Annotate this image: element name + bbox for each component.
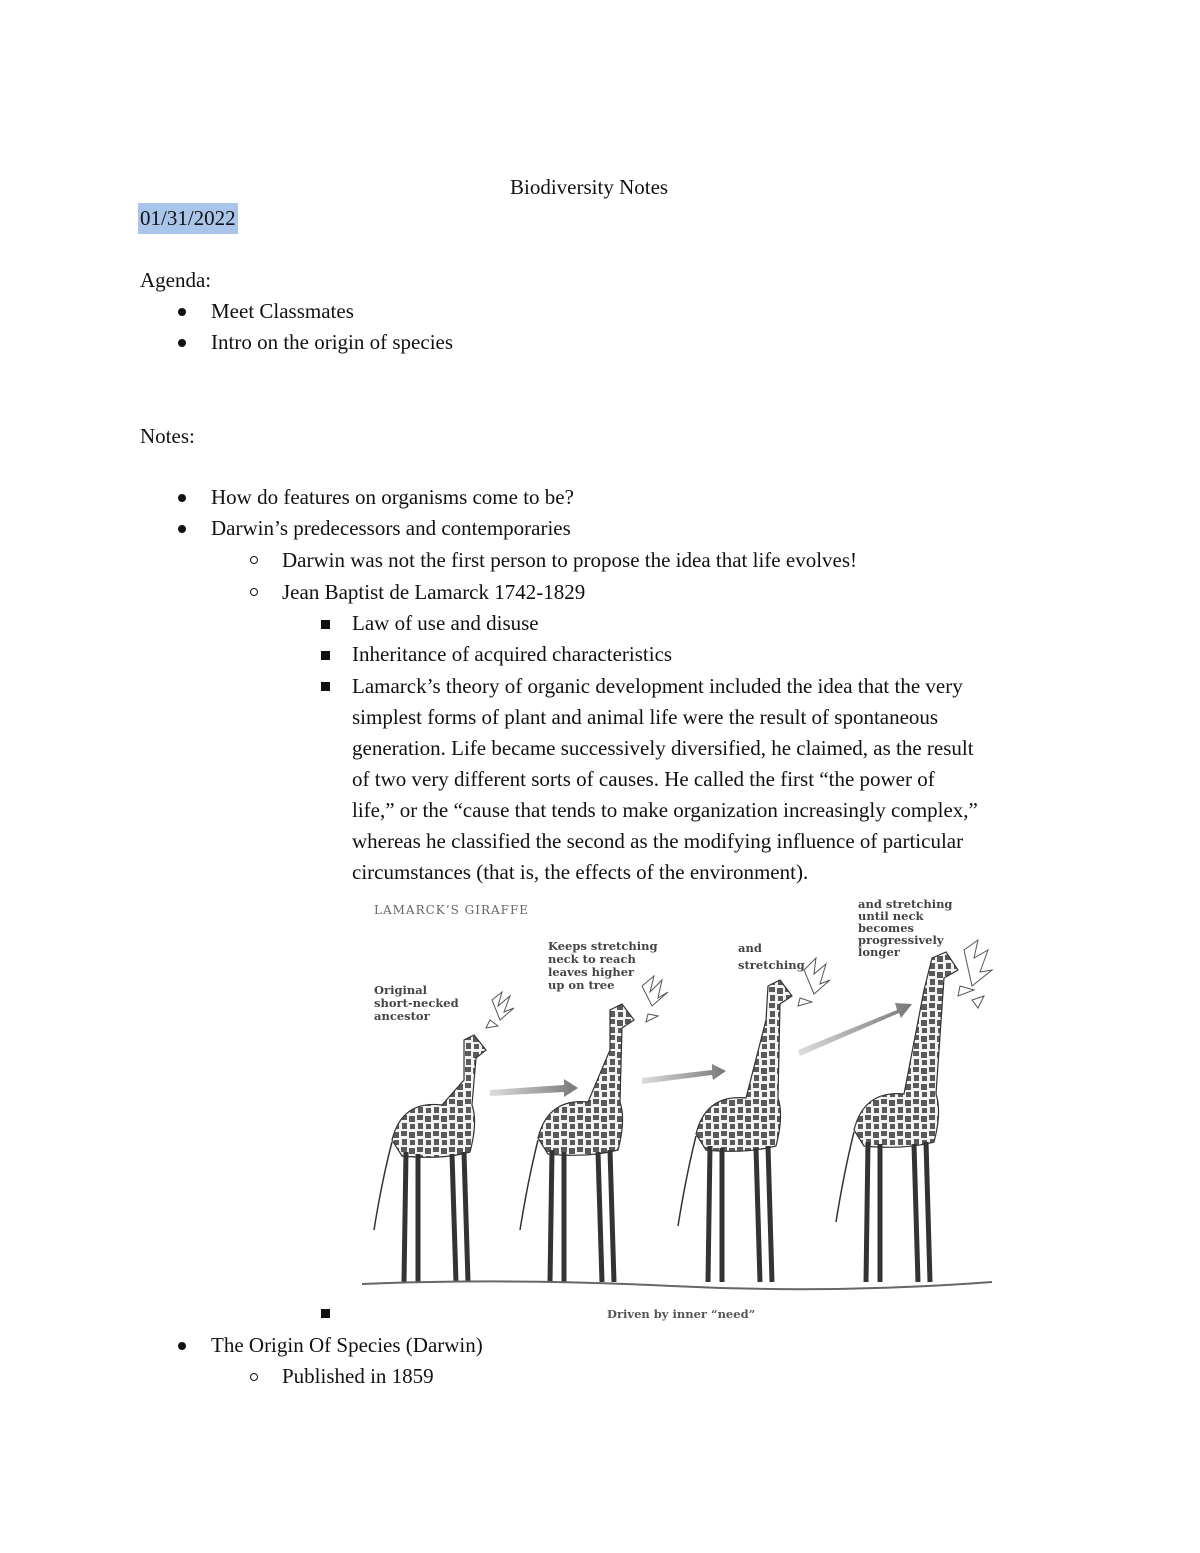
paragraph-line: of two very different sorts of causes. He called the first “the power of bbox=[352, 767, 935, 791]
agenda-item: Meet Classmates bbox=[211, 299, 354, 323]
bullet-icon bbox=[178, 339, 186, 347]
agenda-heading: Agenda: bbox=[140, 268, 212, 292]
notes-heading: Notes: bbox=[140, 424, 195, 448]
paragraph-line: circumstances (that is, the effects of the environment). bbox=[352, 860, 809, 884]
lamarck-giraffe-figure bbox=[352, 890, 1000, 1322]
agenda-item: Intro on the origin of species bbox=[211, 330, 454, 354]
label-original: Original short-necked ancestor bbox=[374, 983, 459, 1023]
square-bullet-icon bbox=[321, 1309, 330, 1318]
label-until-neck-longer: and stretching until neck becomes progressively longer bbox=[858, 897, 953, 959]
sub-note-item: Published in 1859 bbox=[282, 1364, 434, 1388]
bullet-icon bbox=[178, 1342, 186, 1350]
note-item: Darwin’s predecessors and contemporaries bbox=[211, 516, 571, 540]
label-and-stretching: and stretching bbox=[738, 941, 805, 972]
paragraph-line: generation. Life became successively diversified, he claimed, as the result bbox=[352, 736, 974, 760]
sub-sub-note-item: Law of use and disuse bbox=[352, 611, 539, 635]
figure-caption: Driven by inner “need” bbox=[607, 1307, 756, 1321]
square-bullet-icon bbox=[321, 651, 330, 660]
sub-note-item: Jean Baptist de Lamarck 1742-1829 bbox=[282, 580, 586, 604]
label-keeps-stretching: Keeps stretching neck to reach leaves higher up on tree bbox=[548, 939, 658, 992]
square-bullet-icon bbox=[321, 620, 330, 629]
paragraph-line: simplest forms of plant and animal life were the result of spontaneous bbox=[352, 705, 939, 729]
note-item: How do features on organisms come to be? bbox=[211, 485, 574, 509]
paragraph-line: life,” or the “cause that tends to make organization increasingly complex,” bbox=[352, 798, 978, 822]
circle-bullet-icon bbox=[250, 1373, 258, 1381]
circle-bullet-icon bbox=[250, 588, 258, 596]
lamarck-theory-paragraph bbox=[352, 671, 1072, 888]
bullet-icon bbox=[178, 308, 186, 316]
sub-note-item: Darwin was not the first person to propose the idea that life evolves! bbox=[282, 548, 858, 572]
figure-title: LAMARCK’S GIRAFFE bbox=[374, 903, 530, 917]
paragraph-line: whereas he classified the second as the modifying influence of particular bbox=[352, 829, 964, 853]
note-item: The Origin Of Species (Darwin) bbox=[211, 1333, 483, 1357]
bullet-icon bbox=[178, 494, 186, 502]
sub-sub-note-item: Inheritance of acquired characteristics bbox=[352, 642, 673, 666]
bullet-icon bbox=[178, 525, 186, 533]
date-highlight: 01/31/2022 bbox=[138, 203, 238, 234]
square-bullet-icon bbox=[321, 682, 330, 691]
paragraph-line: Lamarck’s theory of organic development included the idea that the very bbox=[352, 674, 963, 698]
circle-bullet-icon bbox=[250, 556, 258, 564]
document-title: Biodiversity Notes bbox=[510, 175, 669, 199]
